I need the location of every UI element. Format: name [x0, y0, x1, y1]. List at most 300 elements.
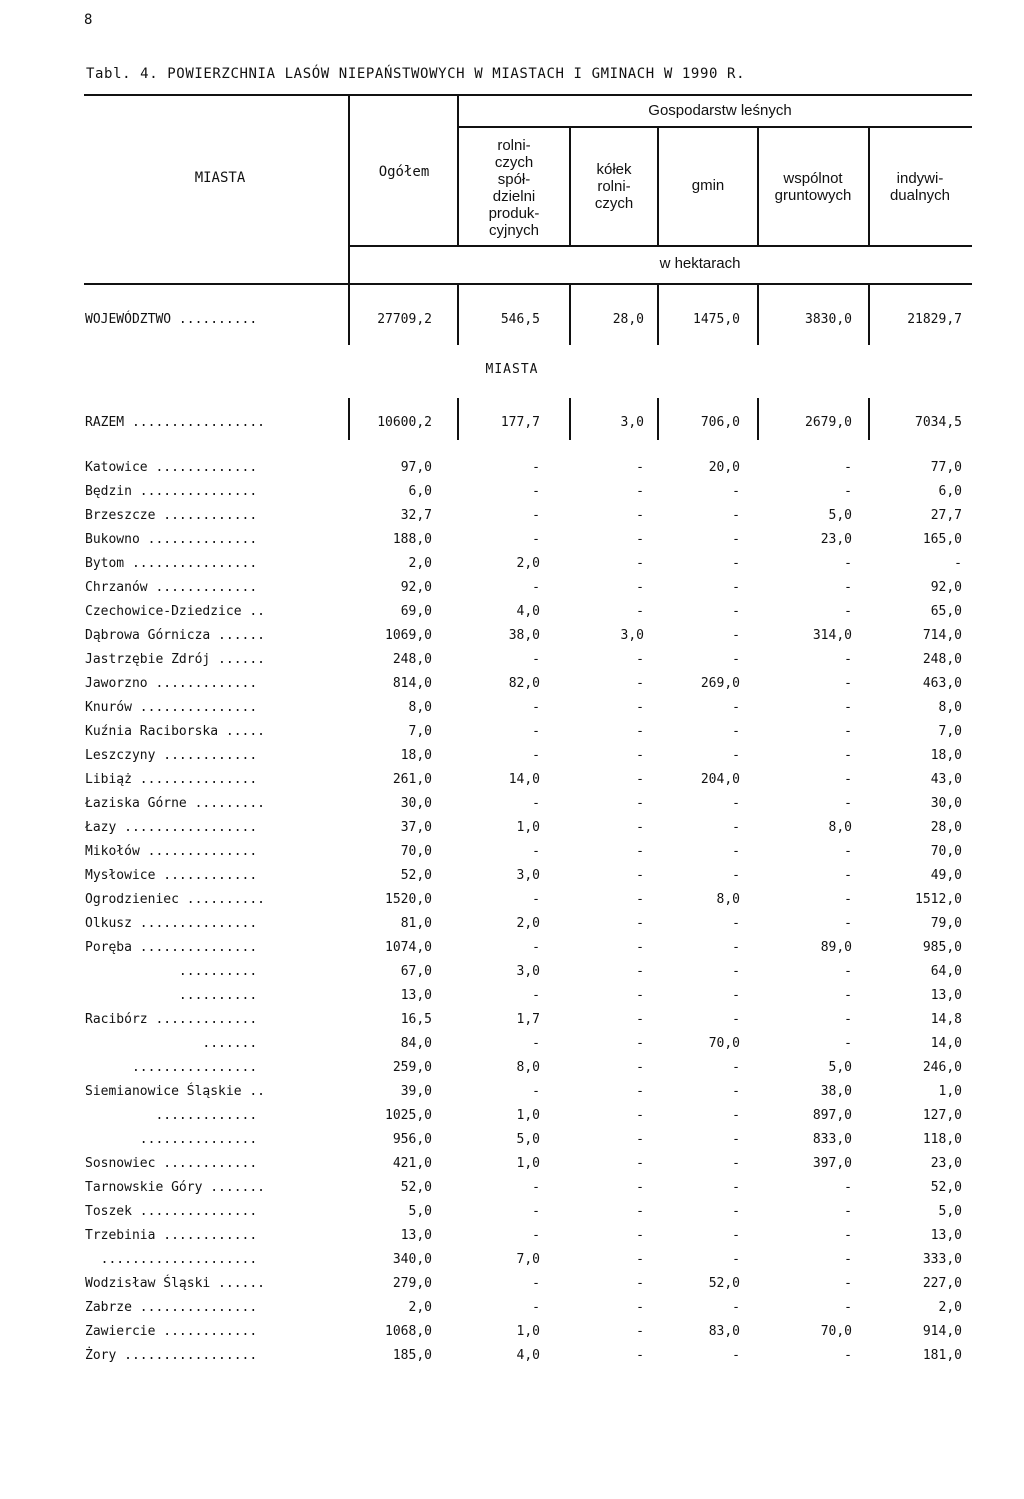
table-row-cell: 227,0 [922, 1276, 962, 1291]
table-row-cell: 897,0 [812, 1108, 852, 1123]
table-row-cell: 1069,0 [385, 628, 432, 643]
table-row-cell: 5,0 [938, 1204, 962, 1219]
table-row-cell: - [636, 484, 644, 499]
table-row-cell: 3,0 [516, 964, 540, 979]
table-row-cell: 14,0 [508, 772, 540, 787]
table-row-cell: - [636, 916, 644, 931]
table-row-cell: - [636, 1132, 644, 1147]
table-row-cell: - [532, 652, 540, 667]
gospodarstw-rule [457, 126, 972, 128]
table-row-cell: - [732, 1060, 740, 1075]
razem-row-cell: 7034,5 [915, 415, 962, 430]
table-row-label: Tarnowskie Góry ....... [85, 1180, 266, 1195]
wojewodztwo-row-cell: 21829,7 [907, 312, 962, 327]
razem-row-label: RAZEM ................. [85, 415, 266, 430]
table-row-cell: 70,0 [708, 1036, 740, 1051]
table-row-cell: - [732, 1012, 740, 1027]
table-row-label: Zabrze ............... [85, 1300, 258, 1315]
table-row-cell: - [732, 1252, 740, 1267]
table-row-label: Jastrzębie Zdrój ...... [85, 652, 266, 667]
table-row-cell: - [844, 892, 852, 907]
table-row-cell: 49,0 [930, 868, 962, 883]
table-row-cell: 340,0 [392, 1252, 432, 1267]
table-row-cell: - [732, 1132, 740, 1147]
table-row-cell: 204,0 [700, 772, 740, 787]
table-row-cell: - [532, 700, 540, 715]
table-row-cell: 8,0 [516, 1060, 540, 1075]
table-row-cell: - [532, 796, 540, 811]
wojewodztwo-row-cell: 27709,2 [377, 312, 432, 327]
table-row-cell: - [732, 1156, 740, 1171]
table-row-cell: - [732, 1228, 740, 1243]
table-row-label: ............... [85, 1132, 258, 1147]
table-row-cell: - [732, 700, 740, 715]
table-row-cell: - [844, 1012, 852, 1027]
table-row-cell: - [636, 1156, 644, 1171]
table-row-cell: 1,0 [938, 1084, 962, 1099]
table-row-cell: - [844, 916, 852, 931]
table-row-label: Bukowno .............. [85, 532, 258, 547]
table-row-cell: 43,0 [930, 772, 962, 787]
table-row-cell: - [732, 484, 740, 499]
table-row-cell: 5,0 [828, 1060, 852, 1075]
table-row-cell: 397,0 [812, 1156, 852, 1171]
table-row-cell: 30,0 [400, 796, 432, 811]
table-row-label: Brzeszcze ............ [85, 508, 258, 523]
table-row-cell: 28,0 [930, 820, 962, 835]
wojewodztwo-row-label: WOJEWÓDZTWO .......... [85, 312, 258, 327]
table-row-cell: - [732, 748, 740, 763]
table-row-cell: 714,0 [922, 628, 962, 643]
divider-kolek [657, 127, 659, 245]
table-row-cell: 814,0 [392, 676, 432, 691]
table-row-cell: - [532, 1180, 540, 1195]
table-row-cell: 1074,0 [385, 940, 432, 955]
table-row-cell: - [844, 844, 852, 859]
table-row-cell: - [532, 1204, 540, 1219]
table-row-cell: 69,0 [400, 604, 432, 619]
table-row-cell: 1,0 [516, 1156, 540, 1171]
table-row-cell: - [636, 676, 644, 691]
table-row-cell: 8,0 [828, 820, 852, 835]
table-row-cell: - [844, 676, 852, 691]
header-miasta: MIASTA [194, 170, 246, 186]
table-row-cell: 89,0 [820, 940, 852, 955]
header-indywidualnych: indywi- dualnych [889, 170, 951, 204]
table-row-cell: 5,0 [408, 1204, 432, 1219]
table-row-cell: - [732, 1348, 740, 1363]
table-row-cell: 279,0 [392, 1276, 432, 1291]
table-row-cell: - [532, 460, 540, 475]
table-row-cell: 5,0 [516, 1132, 540, 1147]
table-row-cell: 23,0 [820, 532, 852, 547]
table-row-cell: 14,8 [930, 1012, 962, 1027]
table-row-cell: - [636, 1348, 644, 1363]
table-row-cell: - [844, 604, 852, 619]
table-row-cell: 4,0 [516, 1348, 540, 1363]
table-row-cell: 14,0 [930, 1036, 962, 1051]
table-row-cell: - [732, 940, 740, 955]
table-row-cell: - [636, 580, 644, 595]
table-row-cell: 1520,0 [385, 892, 432, 907]
table-row-label: ............. [85, 1108, 258, 1123]
header-wspolnot: wspólnot gruntowych [774, 170, 852, 204]
table-row-cell: - [732, 532, 740, 547]
table-row-label: ....... [85, 1036, 258, 1051]
table-row-cell: 269,0 [700, 676, 740, 691]
table-row-label: Knurów ............... [85, 700, 258, 715]
table-row-cell: 259,0 [392, 1060, 432, 1075]
table-row-cell: - [636, 820, 644, 835]
table-row-label: Żory ................. [85, 1348, 258, 1363]
table-row-cell: - [636, 1300, 644, 1315]
table-row-cell: - [732, 1108, 740, 1123]
table-row-cell: 127,0 [922, 1108, 962, 1123]
table-row-cell: - [844, 772, 852, 787]
table-row-cell: - [844, 988, 852, 1003]
table-row-cell: 6,0 [408, 484, 432, 499]
table-row-cell: - [732, 844, 740, 859]
columns-bottom-rule [348, 245, 972, 247]
table-row-cell: 97,0 [400, 460, 432, 475]
table-row-cell: - [844, 484, 852, 499]
razem-row-cell: 2679,0 [805, 415, 852, 430]
table-row-cell: - [844, 964, 852, 979]
table-row-cell: 914,0 [922, 1324, 962, 1339]
page-number: 8 [84, 12, 93, 28]
table-row-label: Chrzanów ............. [85, 580, 258, 595]
table-row-cell: - [636, 604, 644, 619]
table-row-cell: 92,0 [930, 580, 962, 595]
table-row-cell: - [732, 796, 740, 811]
table-row-cell: 64,0 [930, 964, 962, 979]
table-row-cell: 1,0 [516, 1324, 540, 1339]
table-row-cell: - [636, 940, 644, 955]
table-row-cell: - [532, 940, 540, 955]
table-row-cell: 833,0 [812, 1132, 852, 1147]
table-row-cell: 181,0 [922, 1348, 962, 1363]
table-row-cell: - [636, 772, 644, 787]
table-row-cell: - [636, 1036, 644, 1051]
table-row-cell: 70,0 [400, 844, 432, 859]
table-row-cell: - [636, 700, 644, 715]
table-row-cell: - [844, 1348, 852, 1363]
table-row-cell: 2,0 [408, 556, 432, 571]
table-row-cell: - [532, 1276, 540, 1291]
table-row-cell: - [732, 508, 740, 523]
table-row-cell: - [636, 1252, 644, 1267]
table-row-cell: 16,5 [400, 1012, 432, 1027]
table-row-cell: 77,0 [930, 460, 962, 475]
header-gospodarstw: Gospodarstw leśnych [648, 102, 792, 119]
table-row-label: Siemianowice Śląskie .. [85, 1084, 266, 1099]
table-row-cell: - [732, 652, 740, 667]
table-row-cell: 27,7 [930, 508, 962, 523]
table-row-cell: - [636, 748, 644, 763]
table-row-cell: 30,0 [930, 796, 962, 811]
table-row-cell: 1068,0 [385, 1324, 432, 1339]
table-row-cell: - [954, 556, 962, 571]
table-row-cell: - [844, 700, 852, 715]
table-row-label: Dąbrowa Górnicza ...... [85, 628, 266, 643]
table-row-cell: 261,0 [392, 772, 432, 787]
table-row-cell: 38,0 [820, 1084, 852, 1099]
table-row-cell: 13,0 [930, 1228, 962, 1243]
table-row-label: Sosnowiec ............ [85, 1156, 258, 1171]
table-row-cell: - [532, 1300, 540, 1315]
table-row-cell: 985,0 [922, 940, 962, 955]
table-row-cell: 421,0 [392, 1156, 432, 1171]
table-row-cell: 38,0 [508, 628, 540, 643]
table-row-cell: - [732, 604, 740, 619]
table-row-cell: - [636, 868, 644, 883]
table-row-cell: - [636, 1228, 644, 1243]
table-row-cell: - [844, 1228, 852, 1243]
header-gmin: gmin [691, 177, 725, 194]
table-row-cell: 13,0 [400, 988, 432, 1003]
table-row-cell: 8,0 [408, 700, 432, 715]
table-row-cell: - [636, 892, 644, 907]
table-row-cell: 52,0 [400, 1180, 432, 1195]
table-row-cell: 7,0 [516, 1252, 540, 1267]
table-row-label: Olkusz ............... [85, 916, 258, 931]
table-row-cell: 8,0 [938, 700, 962, 715]
table-row-cell: - [844, 796, 852, 811]
table-row-cell: 8,0 [716, 892, 740, 907]
table-row-label: Mysłowice ............ [85, 868, 258, 883]
table-row-cell: 67,0 [400, 964, 432, 979]
table-row-cell: 7,0 [938, 724, 962, 739]
table-row-cell: - [636, 460, 644, 475]
table-row-label: Łaziska Górne ......... [85, 796, 266, 811]
header-unit: w hektarach [659, 255, 741, 272]
table-row-cell: 82,0 [508, 676, 540, 691]
wojewodztwo-row-cell: 1475,0 [693, 312, 740, 327]
table-row-cell: - [844, 1252, 852, 1267]
table-row-cell: - [732, 1180, 740, 1195]
table-row-cell: - [532, 1036, 540, 1051]
table-row-label: Jaworzno ............. [85, 676, 258, 691]
table-row-label: .................... [85, 1252, 258, 1267]
table-row-label: Bytom ................ [85, 556, 258, 571]
header-ogolem: Ogółem [378, 164, 430, 180]
table-row-cell: - [636, 652, 644, 667]
table-row-cell: 3,0 [516, 868, 540, 883]
table-row-cell: - [844, 652, 852, 667]
table-row-cell: 23,0 [930, 1156, 962, 1171]
table-row-label: Racibórz ............. [85, 1012, 258, 1027]
table-row-cell: - [532, 844, 540, 859]
table-row-cell: - [636, 988, 644, 1003]
table-row-cell: 1,0 [516, 1108, 540, 1123]
table-row-cell: - [636, 1180, 644, 1195]
table-row-cell: 333,0 [922, 1252, 962, 1267]
table-row-cell: - [532, 508, 540, 523]
table-row-label: Wodzisław Śląski ...... [85, 1276, 266, 1291]
table-row-cell: 2,0 [516, 916, 540, 931]
table-row-cell: - [844, 1276, 852, 1291]
table-row-cell: 6,0 [938, 484, 962, 499]
table-row-cell: - [732, 964, 740, 979]
razem-row-cell: 3,0 [620, 415, 644, 430]
table-row-cell: 13,0 [400, 1228, 432, 1243]
table-row-cell: - [844, 748, 852, 763]
header-bottom-rule [84, 283, 972, 285]
table-row-cell: 5,0 [828, 508, 852, 523]
table-row-label: .......... [85, 988, 258, 1003]
table-row-cell: - [636, 964, 644, 979]
table-row-cell: 39,0 [400, 1084, 432, 1099]
table-row-cell: 81,0 [400, 916, 432, 931]
section-title-miasta: MIASTA [485, 362, 539, 377]
table-row-cell: - [732, 1204, 740, 1219]
table-row-cell: - [844, 724, 852, 739]
table-row-cell: - [636, 532, 644, 547]
table-row-cell: 79,0 [930, 916, 962, 931]
table-row-cell: - [844, 460, 852, 475]
table-row-label: Poręba ............... [85, 940, 258, 955]
table-row-cell: 52,0 [400, 868, 432, 883]
table-row-cell: - [844, 580, 852, 595]
table-row-cell: - [636, 556, 644, 571]
razem-row-cell: 10600,2 [377, 415, 432, 430]
table-row-cell: - [732, 580, 740, 595]
table-row-cell: 37,0 [400, 820, 432, 835]
table-row-cell: 32,7 [400, 508, 432, 523]
table-row-cell: - [636, 1324, 644, 1339]
table-row-label: Leszczyny ............ [85, 748, 258, 763]
table-row-cell: - [636, 1084, 644, 1099]
divider-miasta [348, 95, 350, 285]
table-row-cell: - [636, 1204, 644, 1219]
table-row-cell: 20,0 [708, 460, 740, 475]
table-row-cell: 13,0 [930, 988, 962, 1003]
table-row-cell: - [732, 868, 740, 883]
table-row-label: Czechowice-Dziedzice .. [85, 604, 266, 619]
table-row-cell: 7,0 [408, 724, 432, 739]
table-row-cell: 314,0 [812, 628, 852, 643]
table-row-cell: 2,0 [516, 556, 540, 571]
table-row-cell: 118,0 [922, 1132, 962, 1147]
table-row-cell: - [732, 820, 740, 835]
table-row-cell: - [636, 1108, 644, 1123]
table-row-cell: 84,0 [400, 1036, 432, 1051]
table-row-cell: 2,0 [938, 1300, 962, 1315]
table-row-label: Łazy ................. [85, 820, 258, 835]
razem-row-cell: 706,0 [700, 415, 740, 430]
table-row-cell: 188,0 [392, 532, 432, 547]
table-row-label: ................ [85, 1060, 258, 1075]
table-row-cell: - [844, 556, 852, 571]
table-row-cell: 3,0 [620, 628, 644, 643]
table-row-cell: - [636, 796, 644, 811]
table-row-cell: 70,0 [930, 844, 962, 859]
table-row-cell: - [532, 532, 540, 547]
table-row-cell: - [636, 1060, 644, 1075]
table-row-cell: 463,0 [922, 676, 962, 691]
table-row-cell: - [636, 1276, 644, 1291]
table-row-cell: - [844, 868, 852, 883]
table-row-cell: 185,0 [392, 1348, 432, 1363]
table-row-cell: - [732, 724, 740, 739]
header-top-rule [84, 94, 972, 96]
table-row-label: Mikołów .............. [85, 844, 258, 859]
table-row-cell: - [732, 1300, 740, 1315]
wojewodztwo-row-cell: 28,0 [612, 312, 644, 327]
table-row-cell: - [636, 844, 644, 859]
table-row-label: Będzin ............... [85, 484, 258, 499]
divider-rolniczych [569, 127, 571, 245]
table-row-cell: 2,0 [408, 1300, 432, 1315]
table-row-cell: 1025,0 [385, 1108, 432, 1123]
table-row-cell: - [844, 1180, 852, 1195]
wojewodztwo-row-cell: 3830,0 [805, 312, 852, 327]
table-row-cell: - [636, 508, 644, 523]
table-row-cell: - [532, 988, 540, 1003]
table-row-label: Toszek ............... [85, 1204, 258, 1219]
table-row-cell: - [532, 748, 540, 763]
table-row-cell: 65,0 [930, 604, 962, 619]
table-row-cell: - [532, 1228, 540, 1243]
table-row-cell: - [532, 892, 540, 907]
table-row-cell: - [532, 484, 540, 499]
table-row-label: Katowice ............. [85, 460, 258, 475]
table-row-label: Kuźnia Raciborska ..... [85, 724, 266, 739]
razem-row-cell: 177,7 [500, 415, 540, 430]
header-kolek: kółek rolni- czych [594, 161, 634, 212]
table-row-label: Libiąż ............... [85, 772, 258, 787]
table-row-cell: - [532, 580, 540, 595]
table-row-cell: 52,0 [930, 1180, 962, 1195]
table-row-cell: - [532, 1084, 540, 1099]
table-row-cell: 18,0 [930, 748, 962, 763]
table-row-label: Trzebinia ............ [85, 1228, 258, 1243]
table-row-cell: 248,0 [392, 652, 432, 667]
table-row-cell: - [732, 628, 740, 643]
table-row-label: .......... [85, 964, 258, 979]
table-row-cell: - [844, 1036, 852, 1051]
table-row-cell: - [636, 1012, 644, 1027]
header-rolniczych: rolni- czych spół- dzielni produk- cyjnych [488, 137, 540, 239]
wojewodztwo-row-cell: 546,5 [500, 312, 540, 327]
table-row-cell: - [732, 556, 740, 571]
table-row-cell: 246,0 [922, 1060, 962, 1075]
table-row-cell: - [532, 724, 540, 739]
table-row-label: Ogrodzieniec .......... [85, 892, 266, 907]
table-row-cell: 1,0 [516, 820, 540, 835]
table-row-cell: 70,0 [820, 1324, 852, 1339]
table-row-cell: 92,0 [400, 580, 432, 595]
table-row-cell: 4,0 [516, 604, 540, 619]
divider-ogolem [457, 95, 459, 245]
table-row-cell: 18,0 [400, 748, 432, 763]
table-row-cell: 956,0 [392, 1132, 432, 1147]
table-row-cell: 1,7 [516, 1012, 540, 1027]
table-row-cell: 83,0 [708, 1324, 740, 1339]
table-row-cell: 248,0 [922, 652, 962, 667]
table-row-label: Zawiercie ............ [85, 1324, 258, 1339]
table-row-cell: - [732, 916, 740, 931]
table-row-cell: - [636, 724, 644, 739]
table-row-cell: - [732, 1084, 740, 1099]
table-row-cell: - [732, 988, 740, 1003]
table-row-cell: 1512,0 [915, 892, 962, 907]
table-row-cell: - [844, 1204, 852, 1219]
table-row-cell: - [844, 1300, 852, 1315]
table-title: Tabl. 4. POWIERZCHNIA LASÓW NIEPAŃSTWOWYCH W MIASTACH I GMINACH W 1990 R. [86, 66, 746, 82]
table-row-cell: 165,0 [922, 532, 962, 547]
table-row-cell: 52,0 [708, 1276, 740, 1291]
